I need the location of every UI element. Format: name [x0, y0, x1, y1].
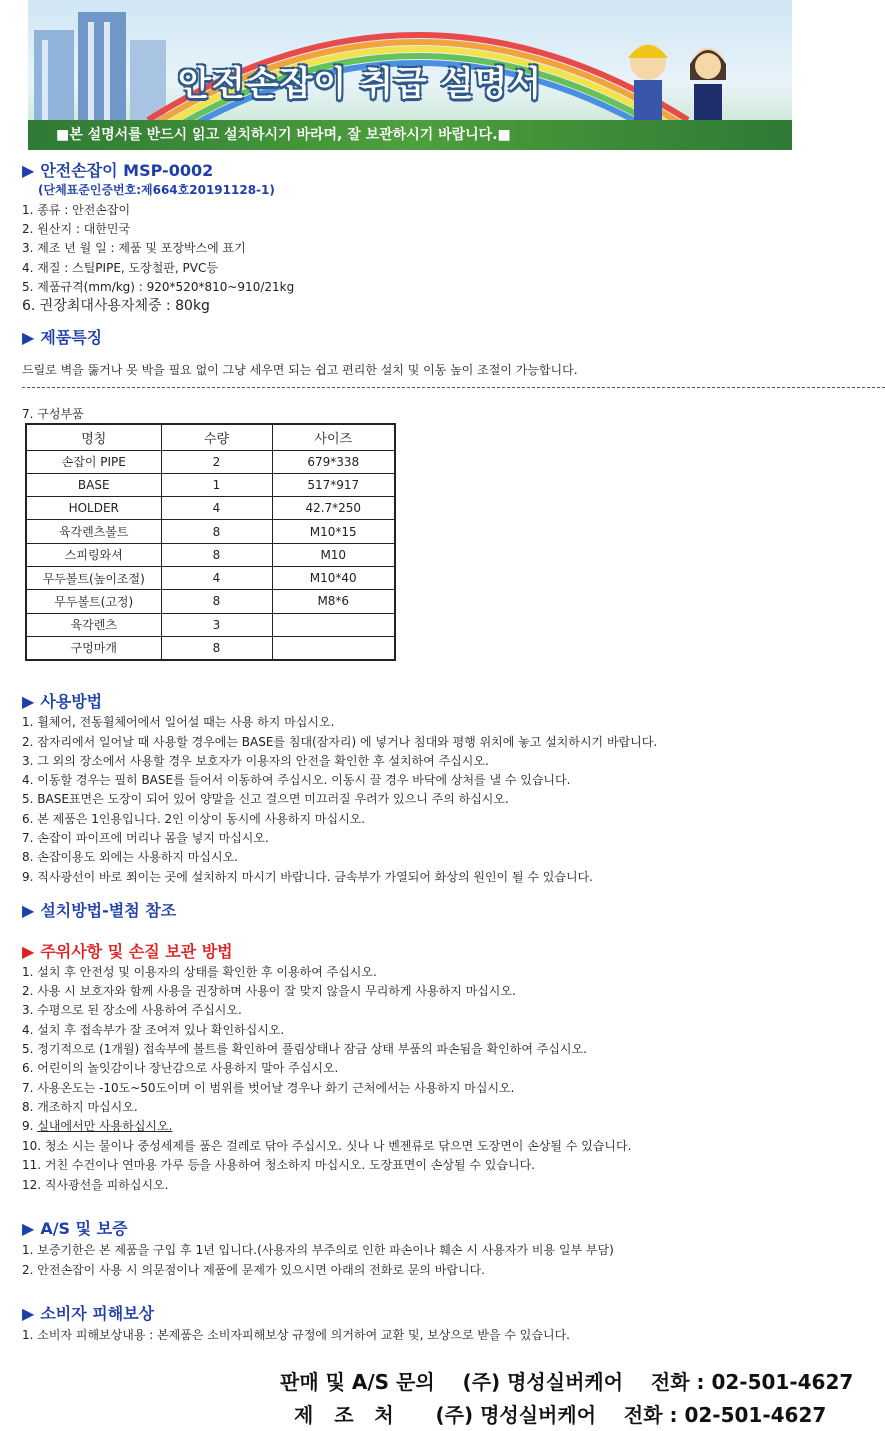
- spec-line: 6. 권장최대사용자체중 : 80kg: [22, 298, 210, 314]
- usage-item: 1. 휠체어, 전동휠체어에서 일어설 때는 사용 하지 마십시오.: [22, 715, 335, 729]
- table-cell: 2: [161, 450, 272, 473]
- table-row: [26, 613, 395, 636]
- table-row: [26, 543, 395, 566]
- sales-label: 판매 및 A/S 문의: [280, 1370, 435, 1394]
- table-cell: 4: [161, 497, 272, 520]
- section-heading-caution: ▶ 주위사항 및 손질 보관 방법: [22, 942, 233, 961]
- table-row: [26, 473, 395, 496]
- parts-table: [25, 423, 396, 661]
- table-cell: [272, 613, 395, 636]
- usage-item: 9. 직사광선이 바로 쬐이는 곳에 설치하지 마시기 바랍니다. 금속부가 가열되어 화상의 원인이 될 수 있습니다.: [22, 870, 593, 884]
- arrow-right-icon: ▶: [22, 1219, 35, 1238]
- section-heading-features: ▶ 제품특징: [22, 328, 103, 347]
- banner-subtitle: ■본 설명서를 반드시 읽고 설치하시기 바라며, 잘 보관하시기 바랍니다.■: [56, 127, 511, 143]
- warranty-item: 1. 보증기한은 본 제품을 구입 후 1년 입니다.(사용자의 부주의로 인한 파손이나 훼손 시 사용자가 비용 일부 부담): [22, 1243, 614, 1257]
- section-heading-compensation: ▶ 소비자 피해보상: [22, 1304, 155, 1323]
- table-cell: 4: [161, 566, 272, 589]
- usage-item: 2. 잠자리에서 일어날 때 사용할 경우에는 BASE를 침대(잠자리) 에 넣거나 침대와 평행 위치에 놓고 설치하시기 바랍니다.: [22, 735, 658, 749]
- arrow-right-icon: ▶: [22, 901, 35, 920]
- arrow-right-icon: ▶: [22, 328, 35, 347]
- caution-item: 3. 수평으로 된 장소에 사용하여 주십시오.: [22, 1003, 242, 1017]
- table-cell: 스피링와셔: [26, 543, 161, 566]
- table-cell: HOLDER: [26, 497, 161, 520]
- table-cell: M8*6: [272, 590, 395, 613]
- usage-item: 3. 그 외의 장소에서 사용할 경우 보호자가 이용자의 안전을 확인한 후 설치하여 주십시오.: [22, 754, 489, 768]
- spec-line: 1. 종류 : 안전손잡이: [22, 203, 131, 217]
- section-heading-usage: ▶ 사용방법: [22, 692, 103, 711]
- table-cell: 517*917: [272, 473, 395, 496]
- column-header: 사이즈: [272, 424, 395, 450]
- table-cell: M10*40: [272, 566, 395, 589]
- table-cell: 육각렌츠볼트: [26, 520, 161, 543]
- arrow-right-icon: ▶: [22, 692, 35, 711]
- table-cell: 무두볼트(높이조절): [26, 566, 161, 589]
- table-cell: 679*338: [272, 450, 395, 473]
- table-cell: 8: [161, 636, 272, 659]
- spec-line: 4. 재질 : 스틸PIPE, 도장철판, PVC등: [22, 261, 218, 275]
- underlined-text: 실내에서만 사용하십시오.: [37, 1119, 173, 1133]
- sales-contact: [280, 1366, 853, 1395]
- compensation-item: 1. 소비자 피해보상내용 : 본제품은 소비자피해보상 규정에 의거하여 교환 및, 보상으로 받을 수 있습니다.: [22, 1328, 570, 1342]
- divider: [22, 387, 885, 388]
- banner-title: 안전손잡이 취급 설명서: [178, 64, 543, 104]
- section-heading-product: ▶ 안전손잡이 MSP-0002: [22, 161, 214, 180]
- sales-company: (주) 명성실버케어: [462, 1370, 624, 1394]
- usage-item: 8. 손잡이용도 외에는 사용하지 마십시오.: [22, 850, 238, 864]
- table-cell: 손잡이 PIPE: [26, 450, 161, 473]
- spec-line: 2. 원산지 : 대한민국: [22, 222, 131, 236]
- table-row: [26, 520, 395, 543]
- column-header: 명칭: [26, 424, 161, 450]
- usage-item: 5. BASE표면은 도장이 되어 있어 양말을 신고 걸으면 미끄러질 우려가 있으니 주의 하십시오.: [22, 792, 509, 806]
- caution-item: 2. 사용 시 보호자와 함께 사용을 권장하며 사용이 잘 맞지 않을시 무리하게 사용하지 마십시오.: [22, 984, 516, 998]
- warranty-item: 2. 안전손잡이 사용 시 의문점이나 제품에 문제가 있으시면 아래의 전화로 문의 바랍니다.: [22, 1263, 485, 1277]
- caution-item: 8. 개조하지 마십시오.: [22, 1100, 138, 1114]
- arrow-right-icon: ▶: [22, 942, 35, 961]
- sales-phone: 전화 : 02-501-4627: [650, 1370, 854, 1394]
- table-row: [26, 636, 395, 659]
- cert-number: (단체표준인증번호:제664호20191128-1): [38, 183, 275, 197]
- maker-label: 제 조 처: [294, 1403, 394, 1427]
- table-row: [26, 566, 395, 589]
- caution-item: 4. 설치 후 접속부가 잘 조여져 있나 확인하십시오.: [22, 1023, 285, 1037]
- features-text: 드릴로 벽을 뚫거나 못 박을 필요 없이 그냥 세우면 되는 쉽고 편리한 설치 및 이동 높이 조절이 가능합니다.: [22, 363, 578, 377]
- usage-item: 6. 본 제품은 1인용입니다. 2인 이상이 동시에 사용하지 마십시오.: [22, 812, 366, 826]
- spec-line: 5. 제품규격(mm/kg) : 920*520*810~910/21kg: [22, 280, 295, 294]
- table-row: [26, 590, 395, 613]
- table-row: [26, 497, 395, 520]
- section-heading-warranty: ▶ A/S 및 보증: [22, 1219, 128, 1238]
- table-row: [26, 450, 395, 473]
- parts-label: 7. 구성부품: [22, 407, 84, 421]
- table-cell: BASE: [26, 473, 161, 496]
- table-cell: 1: [161, 473, 272, 496]
- caution-item: 12. 직사광선을 피하십시오.: [22, 1178, 169, 1192]
- section-heading-install: ▶ 설치방법-별첨 참조: [22, 901, 177, 920]
- caution-item: 1. 설치 후 안전성 및 이용자의 상태를 확인한 후 이용하여 주십시오.: [22, 965, 377, 979]
- caution-item: 6. 어린이의 놀잇감이나 장난감으로 사용하지 말아 주십시오.: [22, 1061, 339, 1075]
- caution-item: 10. 청소 시는 물이나 중성세제를 품은 걸레로 닦아 주십시오. 싯나 나 벤젠류로 닦으면 도장면이 손상될 수 있습니다.: [22, 1139, 632, 1153]
- caution-item: 11. 거친 수건이나 연마용 가루 등을 사용하여 청소하지 마십시오. 도장표면이 손상될 수 있습니다.: [22, 1158, 535, 1172]
- table-cell: M10: [272, 543, 395, 566]
- maker-phone: 전화 : 02-501-4627: [623, 1403, 827, 1427]
- usage-item: 4. 이동할 경우는 필히 BASE를 들어서 이동하여 주십시오. 이동시 끌 경우 바닥에 상처를 낼 수 있습니다.: [22, 773, 571, 787]
- table-cell: 무두볼트(고정): [26, 590, 161, 613]
- maker-contact: [294, 1399, 826, 1428]
- table-cell: 3: [161, 613, 272, 636]
- maker-company: (주) 명성실버케어: [435, 1403, 597, 1427]
- table-cell: 8: [161, 543, 272, 566]
- caution-item: 9. 실내에서만 사용하십시오.: [22, 1119, 173, 1133]
- caution-item: 5. 정기적으로 (1개월) 접속부에 볼트를 확인하여 풀림상태나 잠금 상태 부품의 파손됨을 확인하여 주십시오.: [22, 1042, 587, 1056]
- header-banner: [28, 0, 792, 150]
- table-cell: 42.7*250: [272, 497, 395, 520]
- table-cell: 구멍마개: [26, 636, 161, 659]
- arrow-right-icon: ▶: [22, 1304, 35, 1323]
- table-cell: [272, 636, 395, 659]
- arrow-right-icon: ▶: [22, 161, 35, 180]
- table-cell: 8: [161, 520, 272, 543]
- building-illustration: [34, 12, 166, 125]
- table-cell: 육각렌츠: [26, 613, 161, 636]
- table-cell: M10*15: [272, 520, 395, 543]
- column-header: 수량: [161, 424, 272, 450]
- table-cell: 8: [161, 590, 272, 613]
- caution-item: 7. 사용온도는 -10도~50도이며 이 범위를 벗어날 경우나 화기 근처에서는 사용하지 마십시오.: [22, 1081, 515, 1095]
- spec-line: 3. 제조 년 월 일 : 제품 및 포장박스에 표기: [22, 241, 246, 255]
- usage-item: 7. 손잡이 파이프에 머리나 몸을 넣지 마십시오.: [22, 831, 269, 845]
- table-header-row: [26, 424, 395, 450]
